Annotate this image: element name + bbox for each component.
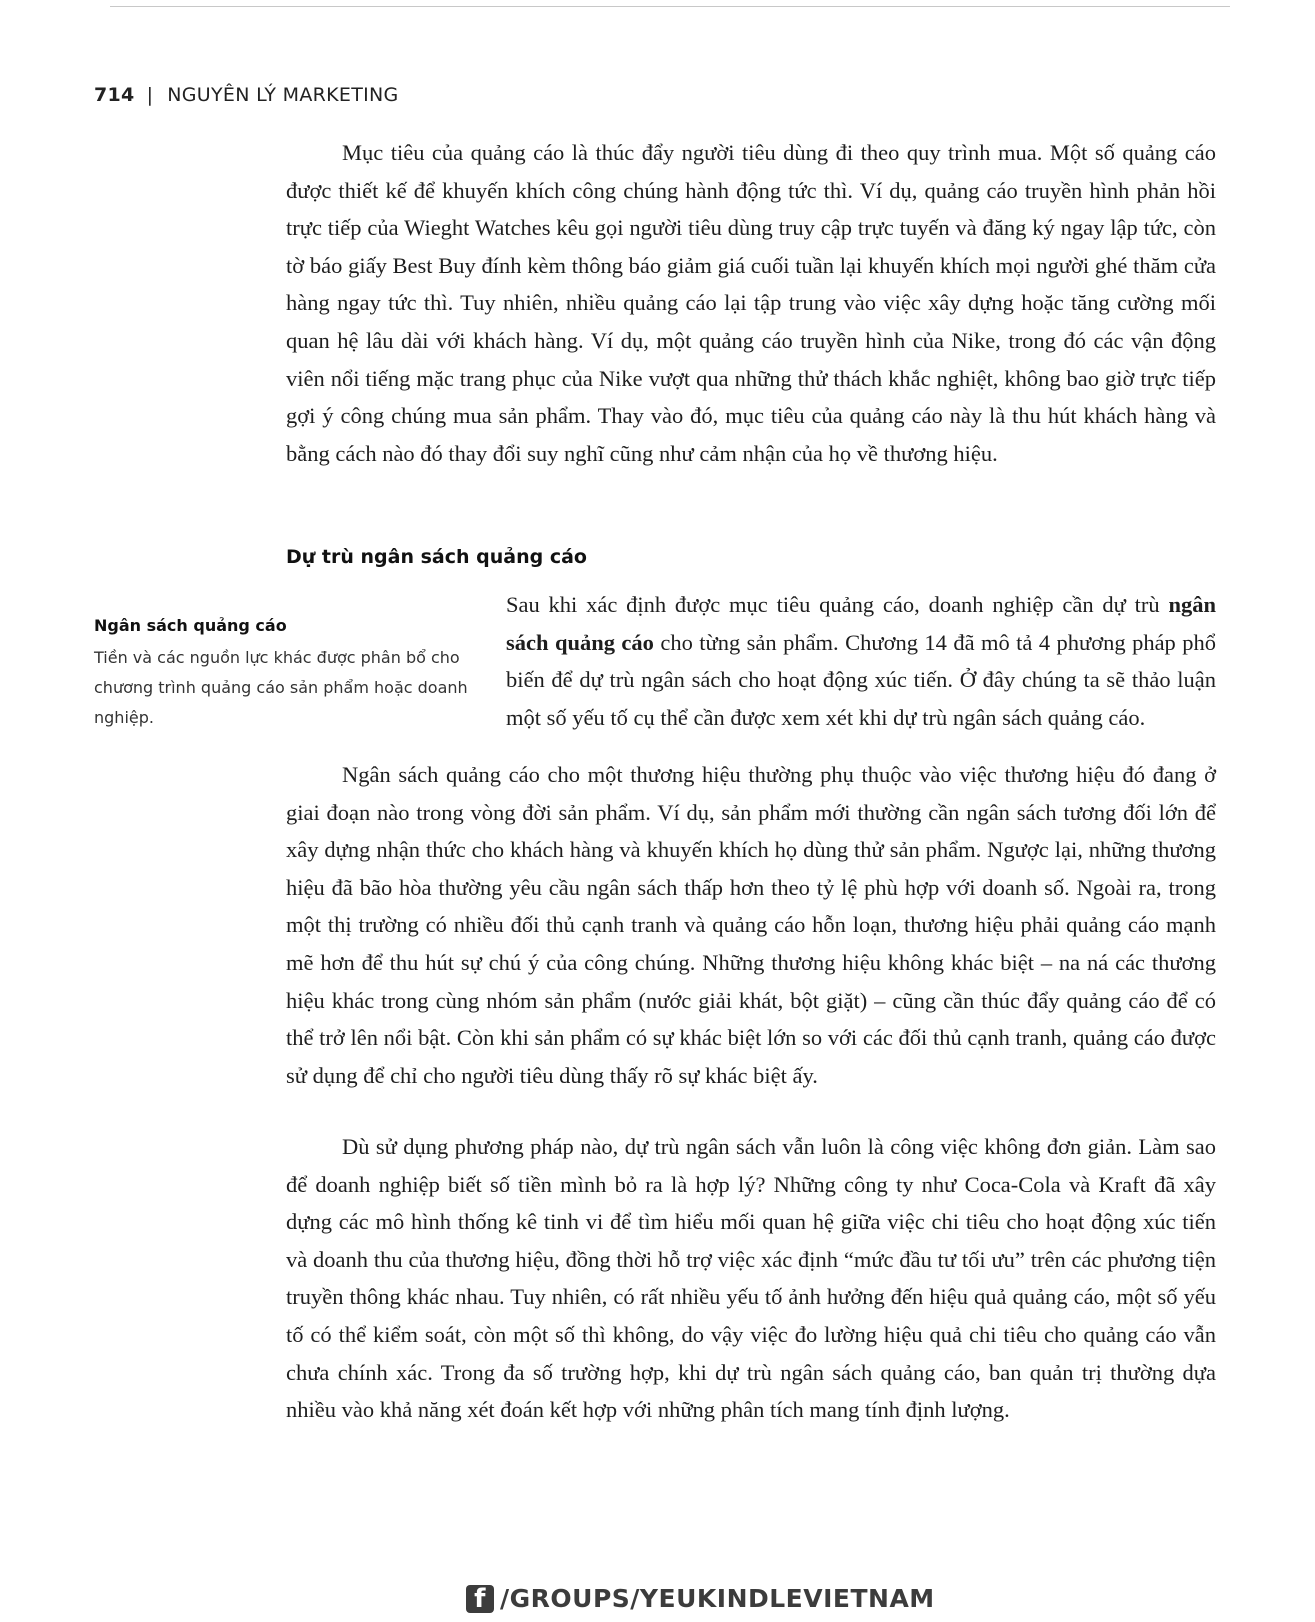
paragraph-budget-intro	[506, 586, 1216, 736]
paragraph-product-lifecycle-budget: Ngân sách quảng cáo cho một thương hiệu thường phụ thuộc vào việc thương hiệu đó đang ở giai đoạn nào trong vòng đời sản phẩm. Ví dụ, sản phẩm mới thường cần ngân sách tương đối lớn để xây dựng nhận thức cho khách hàng và khuyến khích họ dùng thử sản phẩm. Ngược lại, những thương hiệu đã bão hòa thường yêu cầu ngân sách thấp hơn theo tỷ lệ phù hợp với doanh số. Ngoài ra, trong một thị trường có nhiều đối thủ cạnh tranh và quảng cáo hỗn loạn, thương hiệu phải quảng cáo mạnh mẽ hơn để thu hút sự chú ý của công chúng. Những thương hiệu không khác biệt – na ná các thương hiệu khác trong cùng nhóm sản phẩm (nước giải khát, bột giặt) – cũng cần thúc đẩy quảng cáo để có thể trở lên nổi bật. Còn khi sản phẩm có sự khác biệt lớn so với các đối thủ cạnh tranh, quảng cáo được sử dụng để chỉ cho người tiêu dùng thấy rõ sự khác biệt ấy.	[286, 762, 1216, 1088]
margin-glossary-note	[94, 616, 476, 733]
paragraph-advertising-objectives: Mục tiêu của quảng cáo là thúc đẩy người tiêu dùng đi theo quy trình mua. Một số quảng cáo được thiết kế để khuyến khích công chúng hành động tức thì. Ví dụ, quảng cáo truyền hình phản hồi trực tiếp của Wieght Watches kêu gọi người tiêu dùng truy cập trực tuyến và đăng ký ngay lập tức, còn tờ báo giấy Best Buy đính kèm thông báo giảm giá cuối tuần lại khuyến khích mọi người ghé thăm cửa hàng ngay tức thì. Tuy nhiên, nhiều quảng cáo lại tập trung vào việc xây dựng hoặc tăng cường mối quan hệ lâu dài với khách hàng. Ví dụ, một quảng cáo truyền hình của Nike, trong đó các vận động viên nổi tiếng mặc trang phục của Nike vượt qua những thử thách khắc nghiệt, không bao giờ trực tiếp gợi ý công chúng mua sản phẩm. Thay vào đó, mục tiêu của quảng cáo này là thu hút khách hàng và bằng cách nào đó thay đổi suy nghĩ cũng như cảm nhận của họ về thương hiệu.	[286, 140, 1216, 466]
running-header	[94, 84, 399, 106]
header-separator: |	[146, 84, 154, 106]
paragraph-budget-difficulty: Dù sử dụng phương pháp nào, dự trù ngân sách vẫn luôn là công việc không đơn giản. Làm sao để doanh nghiệp biết số tiền mình bỏ ra là hợp lý? Những công ty như Coca-Cola và Kraft đã xây dựng các mô hình thống kê tinh vi để tìm hiểu mối quan hệ giữa việc chi tiêu cho hoạt động xúc tiến và doanh thu của thương hiệu, đồng thời hỗ trợ việc xác định “mức đầu tư tối ưu” trên các phương tiện truyền thông khác nhau. Tuy nhiên, có rất nhiều yếu tố ảnh hưởng đến hiệu quả quảng cáo, một số yếu tố có thể kiểm soát, còn một số thì không, do vậy việc đo lường hiệu quả chi tiêu cho quảng cáo vẫn chưa chính xác. Trong đa số trường hợp, khi dự trù ngân sách quảng cáo, ban quản trị thường dựa nhiều vào khả năng xét đoán kết hợp với những phân tích mang tính định lượng.	[286, 1134, 1216, 1423]
book-title: NGUYÊN LÝ MARKETING	[167, 84, 399, 106]
glossary-term: Ngân sách quảng cáo	[94, 616, 287, 635]
intro-text-after: cho từng sản phẩm. Chương 14 đã mô tả 4 phương pháp phổ biến để dự trù ngân sách cho hoạt động xúc tiến. Ở đây chúng ta sẽ thảo luận một số yếu tố cụ thể cần được xem xét khi dự trù ngân sách quảng cáo.	[506, 629, 1216, 730]
footer-group-url: /GROUPS/YEUKINDLEVIETNAM	[500, 1584, 935, 1613]
top-scan-line	[110, 6, 1230, 7]
section-heading: Dự trù ngân sách quảng cáo	[286, 546, 587, 568]
intro-text-before: Sau khi xác định được mục tiêu quảng cáo, doanh nghiệp cần dự trù	[506, 592, 1169, 617]
glossary-definition: Tiền và các nguồn lực khác được phân bổ cho chương trình quảng cáo sản phẩm hoặc doanh nghiệp.	[94, 648, 468, 727]
footer-watermark	[466, 1584, 935, 1613]
page-number: 714	[94, 84, 135, 106]
key-term-bold: ngân sách quảng cáo	[506, 592, 1216, 655]
facebook-icon: f	[466, 1585, 494, 1613]
